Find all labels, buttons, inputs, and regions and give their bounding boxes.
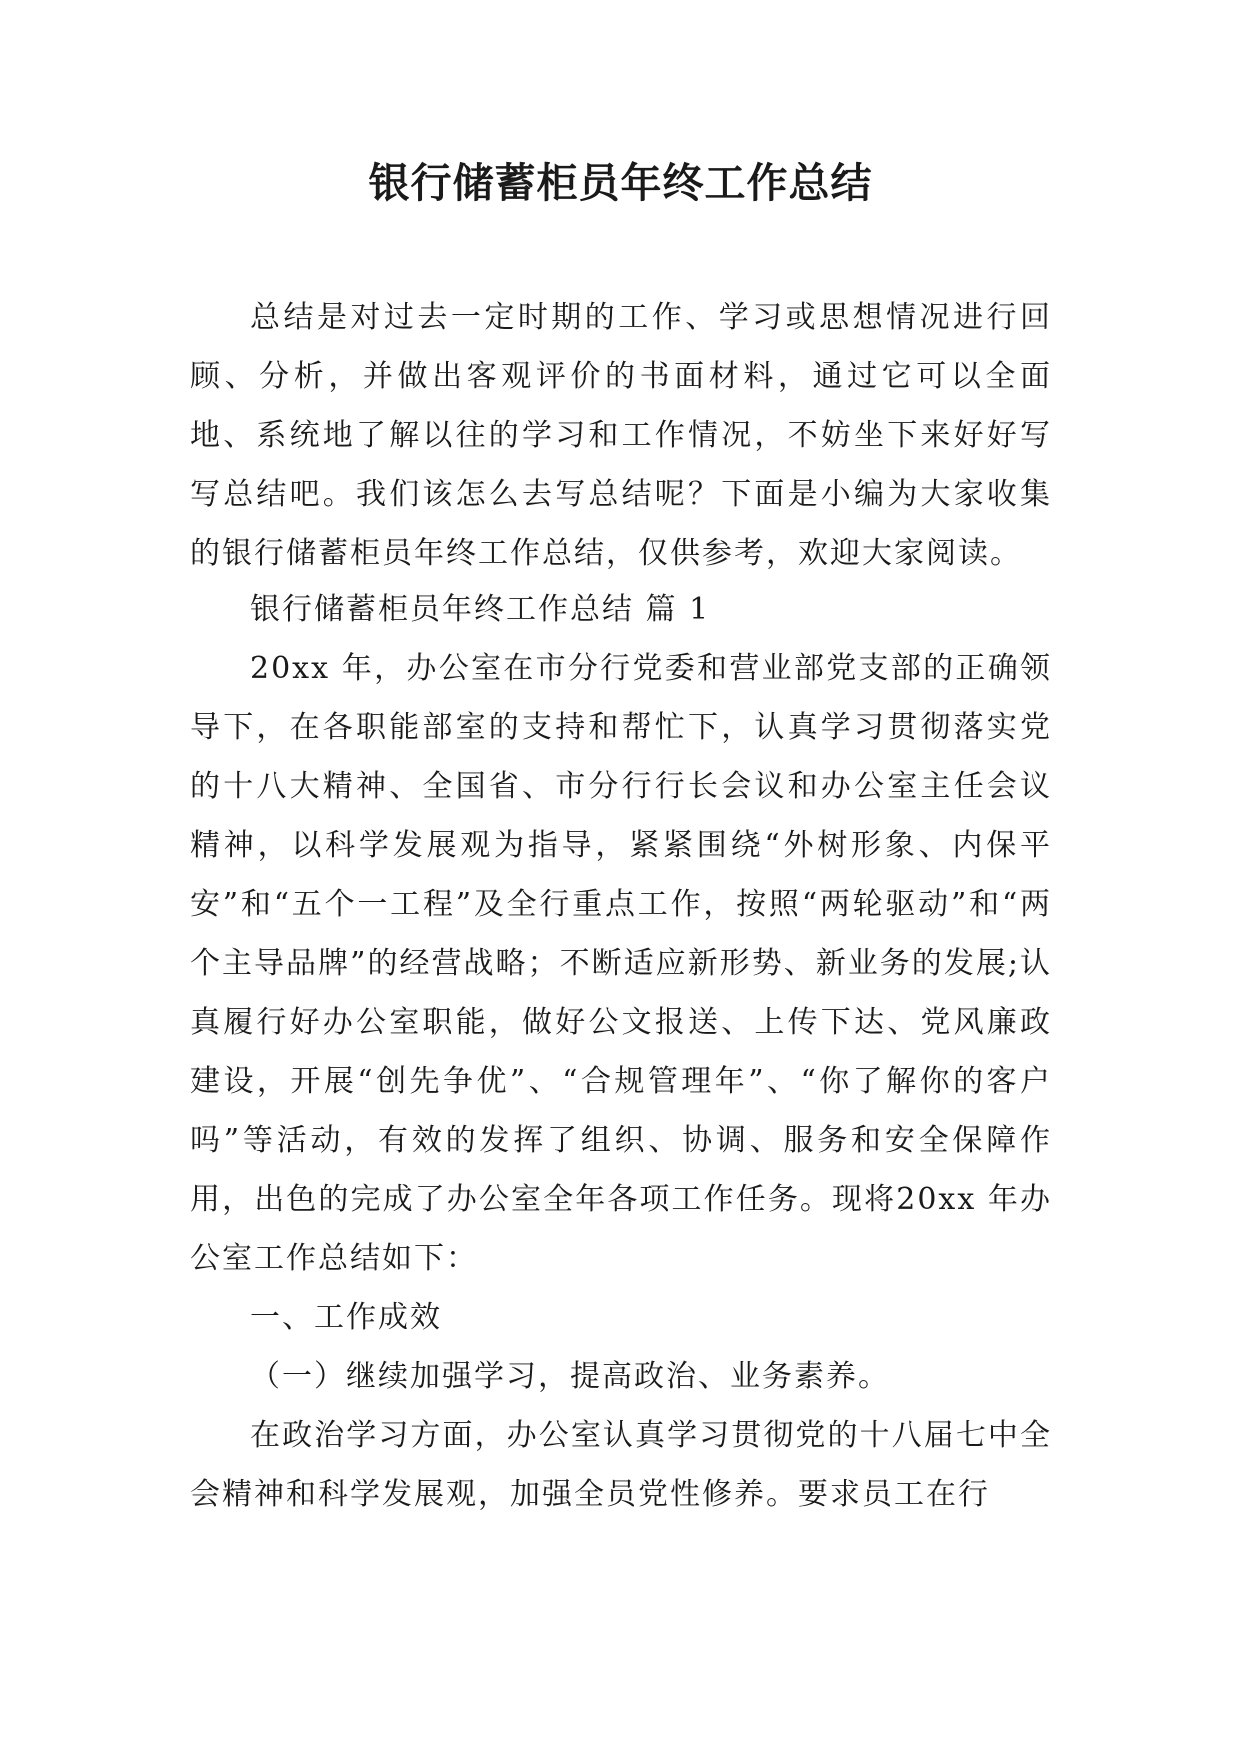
document-title: 银行储蓄柜员年终工作总结	[368, 159, 873, 207]
section-heading: 银行储蓄柜员年终工作总结 篇 1	[250, 592, 711, 627]
section-block	[190, 580, 1052, 1524]
body-paragraph: 在政治学习方面，办公室认真学习贯彻党的十八届七中全会精神和科学发展观，加强全员党性修养。要求员工在行	[190, 1418, 1052, 1512]
body-paragraph: 20xx 年，办公室在市分行党委和营业部党支部的正确领导下，在各职能部室的支持和帮忙下，认真学习贯彻落实党的十八大精神、全国省、市分行行长会议和办公室主任会议精神，以科学发展观为指导，紧紧围绕“外树形象、内保平安”和“五个一工程”及全行重点工作，按照“两轮驱动”和“两个主导品牌”的经营战略；不断适应新形势、新业务的发展;认真履行好办公室职能，做好公文报送、上传下达、党风廉政建设，开展“创先争优”、“合规管理年”、“你了解你的客户吗”等活动，有效的发挥了组织、协调、服务和安全保障作用，出色的完成了办公室全年各项工作任务。现将20xx 年办公室工作总结如下：	[190, 651, 1052, 1276]
body-paragraph: 一、工作成效	[250, 1300, 442, 1335]
intro-paragraph: 总结是对过去一定时期的工作、学习或思想情况进行回顾、分析，并做出客观评价的书面材料，通过它可以全面地、系统地了解以往的学习和工作情况，不妨坐下来好好写写总结吧。我们该怎么去写总结呢？下面是小编为大家收集的银行储蓄柜员年终工作总结，仅供参考，欢迎大家阅读。	[190, 300, 1052, 571]
body-paragraph: （一）继续加强学习，提高政治、业务素养。	[250, 1359, 890, 1394]
intro-block	[190, 288, 1052, 583]
